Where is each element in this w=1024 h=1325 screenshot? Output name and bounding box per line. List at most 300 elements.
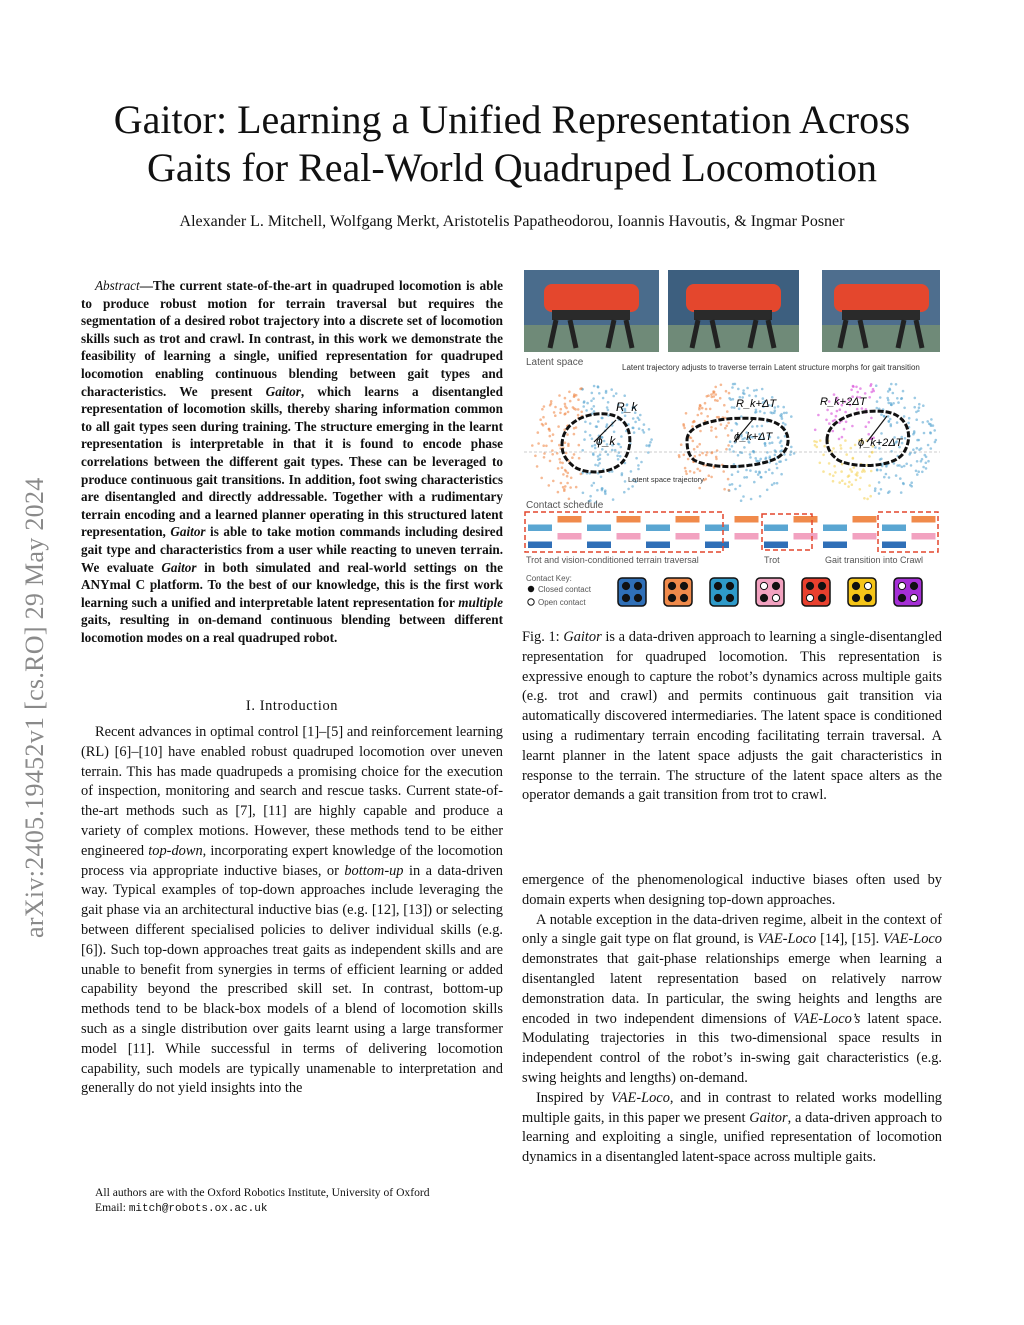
latent-point xyxy=(826,409,829,412)
latent-point xyxy=(896,397,899,400)
latent-point xyxy=(637,464,640,467)
latent-point xyxy=(925,467,928,470)
latent-point xyxy=(598,462,601,465)
latent-point xyxy=(650,438,653,441)
latent-point xyxy=(761,388,764,391)
latent-point xyxy=(593,405,596,408)
caption-label: Fig. 1: xyxy=(522,629,564,645)
latent-point xyxy=(691,425,694,428)
latent-point xyxy=(859,477,862,480)
latent-point xyxy=(908,417,911,420)
latent-point xyxy=(756,460,759,463)
latent-point xyxy=(693,420,696,423)
right-column-body xyxy=(522,871,942,1168)
latent-point xyxy=(883,476,886,479)
latent-point xyxy=(753,389,756,392)
latent-point xyxy=(912,448,915,451)
contact-foot-dot xyxy=(910,582,917,589)
latent-point xyxy=(623,394,626,397)
latent-point xyxy=(542,444,545,447)
latent-point xyxy=(685,412,688,415)
latent-point xyxy=(844,483,847,486)
latent-point xyxy=(607,453,610,456)
latent-point xyxy=(575,486,578,489)
latent-point xyxy=(838,421,841,424)
latent-point xyxy=(594,464,597,467)
abstract-text: is able to take motion commands including desired gait type and characteristics from a user while reacting to uneven terrain. We evaluate xyxy=(81,524,503,575)
latent-point xyxy=(729,440,732,443)
latent-point xyxy=(889,388,892,391)
latent-point xyxy=(716,449,719,452)
latent-point xyxy=(829,473,832,476)
p3-emph: VAE-Loco xyxy=(611,1089,670,1106)
latent-point xyxy=(564,441,567,444)
latent-point xyxy=(851,483,854,486)
latent-space-label: Latent space xyxy=(526,357,584,368)
p3-text: , a data-driven approach to learning and exploiting a single, unified representation of locomotion dynamics in a disentangled latent-space across multiple gaits. xyxy=(522,1109,943,1166)
latent-point xyxy=(705,408,708,411)
latent-point xyxy=(763,412,766,415)
intro-text: Recent advances in optimal control [1]–[5] and reinforcement learning (RL) [6]–[10] have enabled robust quadruped locomotion over uneven terrain. This has made quadrupeds a promising choice for the execution of inspection, monitoring and search and rescue tasks. Current state-of-the-art methods such as [7], [11] are highly capable and produce a variety of complex motions. However, these methods tend to be either engineered xyxy=(81,724,503,859)
latent-point xyxy=(841,479,844,482)
latent-point xyxy=(874,490,877,493)
latent-point xyxy=(838,481,841,484)
latent-point xyxy=(601,487,604,490)
latent-point xyxy=(855,386,858,389)
latent-point xyxy=(833,465,836,468)
latent-point xyxy=(580,387,583,390)
latent-point xyxy=(755,411,758,414)
latent-point xyxy=(761,425,764,428)
latent-point xyxy=(569,400,572,403)
section-heading: I. Introduction xyxy=(245,698,339,714)
latent-point xyxy=(687,458,690,461)
contact-foot-dot xyxy=(864,582,871,589)
latent-point xyxy=(720,423,723,426)
latent-point xyxy=(710,429,713,432)
latent-point xyxy=(685,470,688,473)
latent-point xyxy=(815,441,818,444)
latent-point xyxy=(760,476,763,479)
schedule-label-1: Trot and vision-conditioned terrain traversal xyxy=(526,555,699,565)
contact-foot-dot xyxy=(898,594,905,601)
latent-point xyxy=(888,420,891,423)
latent-point xyxy=(825,419,828,422)
latent-point xyxy=(716,399,719,402)
latent-point xyxy=(560,482,563,485)
latent-point xyxy=(719,397,722,400)
latent-point xyxy=(559,461,562,464)
r-label-1: R_k xyxy=(616,400,638,414)
latent-point xyxy=(723,488,726,491)
latent-point xyxy=(789,453,792,456)
latent-point xyxy=(926,420,929,423)
contact-foot-dot xyxy=(622,594,629,601)
latent-point xyxy=(606,406,609,409)
latent-point xyxy=(769,455,772,458)
latent-point xyxy=(710,476,713,479)
latent-point xyxy=(577,398,580,401)
latent-point xyxy=(696,468,699,471)
figure-1 xyxy=(522,270,942,618)
latent-point xyxy=(536,465,539,468)
p2-emph: VAE-Loco xyxy=(883,931,942,948)
contact-foot-dot xyxy=(668,594,675,601)
latent-point xyxy=(698,443,701,446)
latent-point xyxy=(859,488,862,491)
latent-point xyxy=(817,414,820,417)
latent-point xyxy=(901,466,904,469)
latent-point xyxy=(714,399,717,402)
contact-foot-dot xyxy=(668,582,675,589)
latent-point xyxy=(610,388,613,391)
latent-point xyxy=(917,409,920,412)
contact-bar xyxy=(823,525,847,532)
latent-point xyxy=(856,408,859,411)
latent-point xyxy=(925,456,928,459)
latent-point xyxy=(866,498,869,501)
latent-point xyxy=(580,411,583,414)
contact-bar xyxy=(912,533,936,540)
contact-bar xyxy=(735,533,759,540)
latent-point xyxy=(876,400,879,403)
latent-point xyxy=(784,423,787,426)
latent-point xyxy=(599,453,602,456)
latent-point xyxy=(910,464,913,467)
closed-contact-icon xyxy=(528,586,534,592)
abstract-emph: Gaitor xyxy=(161,559,197,575)
latent-point xyxy=(633,431,636,434)
latent-point xyxy=(549,404,552,407)
latent-point xyxy=(929,431,932,434)
latent-point xyxy=(914,451,917,454)
contact-bar xyxy=(617,516,641,523)
latent-point xyxy=(585,409,588,412)
latent-point xyxy=(617,443,620,446)
latent-point xyxy=(886,397,889,400)
latent-point xyxy=(832,475,835,478)
latent-point xyxy=(908,453,911,456)
latent-point xyxy=(573,453,576,456)
latent-point xyxy=(922,421,925,424)
latent-point xyxy=(624,480,627,483)
latent-point xyxy=(549,460,552,463)
latent-point xyxy=(531,444,534,447)
contact-bar xyxy=(558,516,582,523)
contact-bar xyxy=(912,516,936,523)
intro-text: , incorporating expert knowledge of the locomotion process via appropriate inductive biases, or xyxy=(81,842,503,879)
latent-point xyxy=(648,428,651,431)
latent-point xyxy=(727,478,730,481)
latent-point xyxy=(782,406,785,409)
contact-foot-dot xyxy=(852,594,859,601)
latent-point xyxy=(683,424,686,427)
latent-point xyxy=(832,420,835,423)
latent-point xyxy=(600,417,603,420)
contact-key-swatch xyxy=(710,578,738,606)
contact-bar xyxy=(646,542,670,549)
latent-point xyxy=(852,385,855,388)
contact-bar xyxy=(676,516,700,523)
abstract-emph: multiple xyxy=(458,594,503,610)
latent-point xyxy=(562,473,565,476)
latent-point xyxy=(727,444,730,447)
contact-bar xyxy=(853,533,877,540)
latent-point xyxy=(737,454,740,457)
latent-point xyxy=(777,436,780,439)
latent-point xyxy=(840,447,843,450)
latent-point xyxy=(771,472,774,475)
abstract-emph: Gaitor xyxy=(265,383,301,399)
latent-point xyxy=(680,443,683,446)
latent-point xyxy=(611,449,614,452)
latent-point xyxy=(573,433,576,436)
latent-point xyxy=(552,433,555,436)
latent-point xyxy=(730,398,733,401)
latent-point xyxy=(868,396,871,399)
contact-bar xyxy=(646,525,670,532)
latent-point xyxy=(819,439,822,442)
contact-bar xyxy=(794,516,818,523)
latent-point xyxy=(847,485,850,488)
latent-point xyxy=(752,450,755,453)
latent-point xyxy=(890,383,893,386)
contact-foot-dot xyxy=(634,582,641,589)
latent-point xyxy=(593,410,596,413)
latent-point xyxy=(715,456,718,459)
latent-point xyxy=(836,410,839,413)
latent-point xyxy=(863,497,866,500)
robot-photo-3 xyxy=(822,270,940,352)
latent-point xyxy=(642,429,645,432)
latent-point xyxy=(632,427,635,430)
latent-point xyxy=(716,416,719,419)
contact-foot-dot xyxy=(910,594,917,601)
contact-key-swatch xyxy=(802,578,830,606)
latent-point xyxy=(728,448,731,451)
latent-point xyxy=(624,415,627,418)
latent-point xyxy=(589,495,592,498)
latent-point xyxy=(927,460,930,463)
latent-point xyxy=(888,490,891,493)
latent-point xyxy=(850,389,853,392)
latent-point xyxy=(770,411,773,414)
latent-point xyxy=(867,433,870,436)
latent-point xyxy=(551,453,554,456)
latent-point xyxy=(548,484,551,487)
latent-point xyxy=(843,428,846,431)
latent-point xyxy=(922,466,925,469)
latent-point xyxy=(537,431,540,434)
latent-point xyxy=(534,455,537,458)
latent-point xyxy=(582,405,585,408)
latent-point xyxy=(614,449,617,452)
latent-point xyxy=(567,411,570,414)
latent-point xyxy=(597,385,600,388)
contact-bar xyxy=(794,533,818,540)
latent-point xyxy=(814,429,817,432)
note-trajectory: Latent space trajectory xyxy=(628,475,704,484)
latent-point xyxy=(709,408,712,411)
latent-point xyxy=(735,422,738,425)
intro-paragraph xyxy=(81,723,503,1099)
latent-point xyxy=(597,458,600,461)
latent-point xyxy=(887,402,890,405)
p2-text: A notable exception in the data-driven regime, albeit in the context of only a single gait type on flat ground, is xyxy=(522,911,942,948)
title-line-2: Gaits for Real-World Quadruped Locomotion xyxy=(147,145,877,190)
latent-point xyxy=(590,400,593,403)
latent-point xyxy=(844,411,847,414)
latent-point xyxy=(577,414,580,417)
latent-point xyxy=(696,445,699,448)
contact-foot-dot xyxy=(760,582,767,589)
latent-point xyxy=(722,470,725,473)
contact-foot-dot xyxy=(818,582,825,589)
contact-schedule-label: Contact schedule xyxy=(526,500,604,511)
latent-point xyxy=(780,445,783,448)
latent-point xyxy=(845,421,848,424)
latent-point xyxy=(832,480,835,483)
key-open-label: Open contact xyxy=(538,598,586,607)
latent-point xyxy=(637,417,640,420)
intro-emph: bottom-up xyxy=(344,862,404,879)
latent-point xyxy=(832,447,835,450)
latent-point xyxy=(907,422,910,425)
latent-point xyxy=(601,448,604,451)
latent-point xyxy=(793,452,796,455)
abstract xyxy=(81,277,503,646)
latent-point xyxy=(545,445,548,448)
latent-point xyxy=(777,405,780,408)
latent-point xyxy=(554,414,557,417)
latent-point xyxy=(728,392,731,395)
open-contact-icon xyxy=(528,599,534,605)
latent-point xyxy=(904,437,907,440)
abstract-text: , which learns a disentangled representation of locomotion skills, thereby sharing information common to all gait types seen during training. The structure emerging in the learnt representation is interpretable in that it is found to encode phase correlations between the different gait types. These can be leveraged to produce continuous gait transitions. In addition, foot swing characteristics are disentangled and directly addressable. Together with a rudimentary terrain encoding and a learned planner operating in this structured latent representation, xyxy=(81,383,503,540)
latent-point xyxy=(635,457,638,460)
latent-point xyxy=(819,462,822,465)
latent-point xyxy=(549,435,552,438)
latent-point xyxy=(617,458,620,461)
latent-point xyxy=(930,447,933,450)
latent-point xyxy=(905,463,908,466)
latent-point xyxy=(828,462,831,465)
contact-bar xyxy=(558,533,582,540)
latent-point xyxy=(645,444,648,447)
figure-1-graphic xyxy=(522,270,942,618)
latent-point xyxy=(581,449,584,452)
contact-bar xyxy=(882,525,906,532)
latent-point xyxy=(564,405,567,408)
latent-point xyxy=(540,477,543,480)
latent-point xyxy=(764,444,767,447)
latent-point xyxy=(917,470,920,473)
latent-point xyxy=(851,425,854,428)
latent-point xyxy=(615,392,618,395)
contact-foot-dot xyxy=(864,594,871,601)
latent-point xyxy=(776,482,779,485)
latent-point xyxy=(895,474,898,477)
latent-point xyxy=(839,408,842,411)
latent-point xyxy=(557,425,560,428)
latent-point xyxy=(751,425,754,428)
latent-point xyxy=(605,425,608,428)
latent-point xyxy=(584,431,587,434)
latent-point xyxy=(621,472,624,475)
latent-point xyxy=(693,448,696,451)
latent-point xyxy=(586,402,589,405)
latent-point xyxy=(737,388,740,391)
latent-point xyxy=(602,397,605,400)
schedule-label-3: Gait transition into Crawl xyxy=(825,555,924,565)
latent-point xyxy=(849,468,852,471)
latent-point xyxy=(766,451,769,454)
latent-point xyxy=(561,466,564,469)
latent-point xyxy=(693,471,696,474)
latent-point xyxy=(913,406,916,409)
latent-point xyxy=(554,406,557,409)
right-paragraph-2 xyxy=(522,911,942,1089)
latent-point xyxy=(839,444,842,447)
latent-point xyxy=(566,482,569,485)
latent-point xyxy=(922,404,925,407)
latent-point xyxy=(902,483,905,486)
latent-point xyxy=(748,394,751,397)
contact-bar xyxy=(587,542,611,549)
latent-point xyxy=(539,418,542,421)
latent-point xyxy=(782,422,785,425)
latent-point xyxy=(566,475,569,478)
latent-point xyxy=(699,430,702,433)
latent-point xyxy=(583,438,586,441)
latent-point xyxy=(560,408,563,411)
latent-point xyxy=(700,412,703,415)
latent-point xyxy=(559,412,562,415)
latent-point xyxy=(639,414,642,417)
latent-point xyxy=(623,491,626,494)
latent-point xyxy=(775,463,778,466)
contact-bar xyxy=(705,542,729,549)
latent-point xyxy=(607,401,610,404)
latent-point xyxy=(749,456,752,459)
latent-point xyxy=(790,446,793,449)
latent-point xyxy=(551,440,554,443)
latent-point xyxy=(852,457,855,460)
latent-point xyxy=(755,470,758,473)
latent-point xyxy=(764,471,767,474)
latent-point xyxy=(880,413,883,416)
contact-foot-dot xyxy=(680,582,687,589)
latent-point xyxy=(923,432,926,435)
latent-point xyxy=(706,415,709,418)
latent-point xyxy=(698,406,701,409)
email-address[interactable]: mitch@robots.ox.ac.uk xyxy=(128,1203,268,1215)
latent-point xyxy=(620,435,623,438)
latent-point xyxy=(874,487,877,490)
latent-point xyxy=(727,434,730,437)
latent-point xyxy=(774,454,777,457)
abstract-label: Abstract xyxy=(95,278,140,293)
contact-bar xyxy=(764,542,788,549)
contact-bar xyxy=(676,533,700,540)
latent-point xyxy=(785,459,788,462)
latent-point xyxy=(742,389,745,392)
latent-point xyxy=(618,451,621,454)
latent-point xyxy=(649,441,652,444)
contact-key-swatch xyxy=(894,578,922,606)
latent-point xyxy=(871,451,874,454)
latent-point xyxy=(715,436,718,439)
